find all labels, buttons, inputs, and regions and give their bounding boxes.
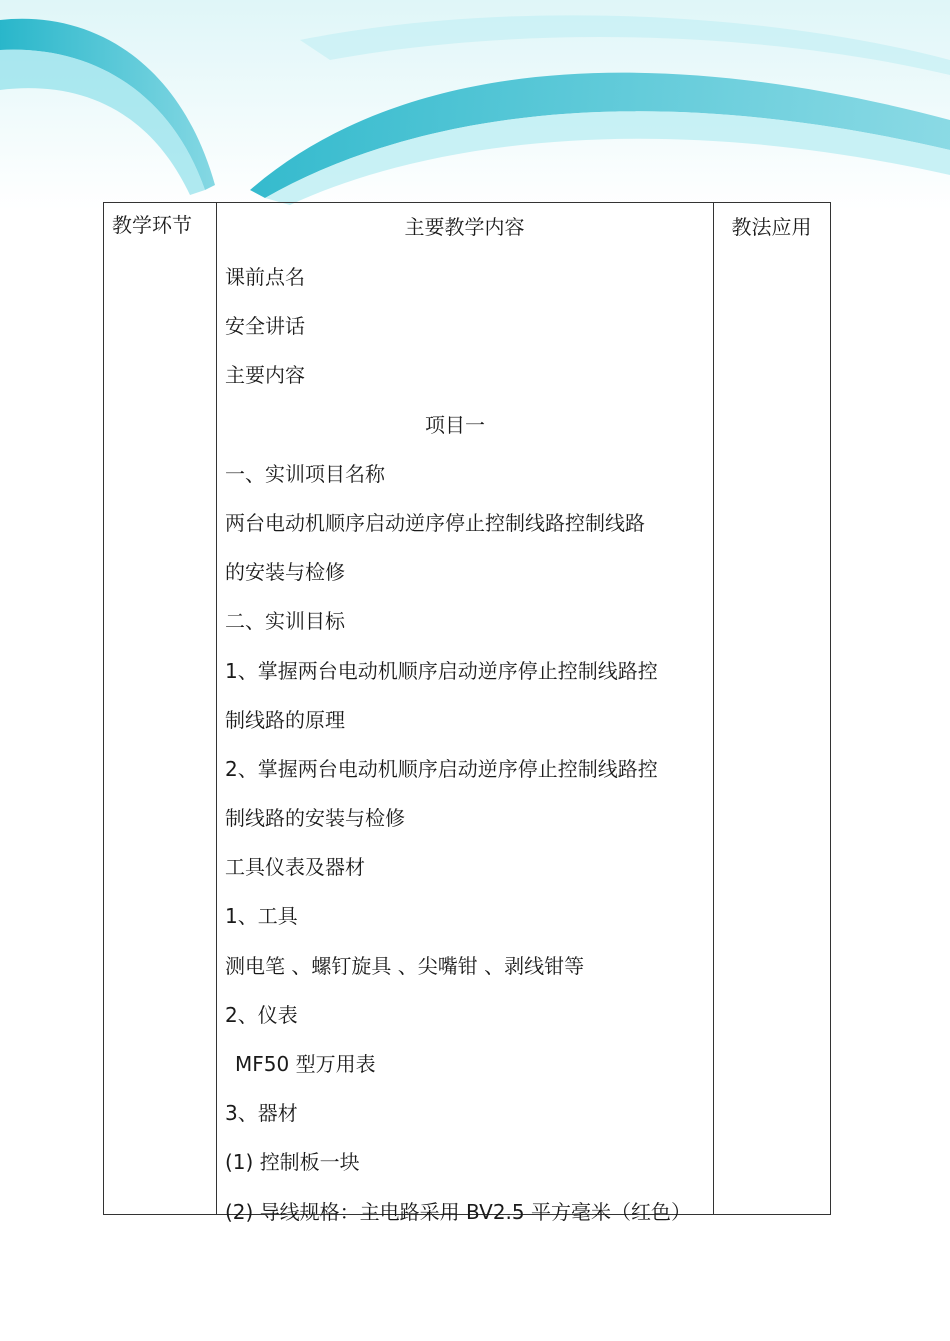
content-line: 1、掌握两台电动机顺序启动逆序停止控制线路控 xyxy=(225,658,658,683)
content-line: 3、器材 xyxy=(225,1101,298,1126)
content-line: (1) 控制板一块 xyxy=(225,1150,360,1175)
content-line: 的安装与检修 xyxy=(225,560,345,585)
content-line: 2、掌握两台电动机顺序启动逆序停止控制线路控 xyxy=(225,756,658,781)
content-line: 1、工具 xyxy=(225,904,298,929)
section-heading: 二、实训目标 xyxy=(225,609,345,634)
header-teaching-method: 教法应用 xyxy=(731,215,812,239)
content-line: MF50 型万用表 xyxy=(235,1052,376,1076)
content-line: (2) 导线规格：主电路采用 BV2.5 平方毫米（红色） xyxy=(225,1199,691,1224)
content-line: 制线路的安装与检修 xyxy=(225,806,405,831)
content-line: 制线路的原理 xyxy=(225,707,345,732)
content-line: 课前点名 xyxy=(225,265,305,289)
column-divider xyxy=(216,203,217,1214)
content-line: 安全讲话 xyxy=(225,314,305,339)
content-line: 2、仪表 xyxy=(225,1002,298,1027)
content-line: 两台电动机顺序启动逆序停止控制线路控制线路 xyxy=(225,510,645,535)
header-teaching-stage: 教学环节 xyxy=(112,213,192,237)
content-line: 测电笔 、螺钉旋具 、尖嘴钳 、剥线钳等 xyxy=(225,953,585,978)
lesson-plan-table xyxy=(103,202,831,1224)
column-divider xyxy=(713,203,714,1214)
project-title: 项目一 xyxy=(425,412,485,437)
main-content-column xyxy=(225,263,705,1247)
section-heading: 一、实训项目名称 xyxy=(225,461,385,486)
header-main-content: 主要教学内容 xyxy=(404,215,525,239)
section-heading: 工具仪表及器材 xyxy=(225,855,365,880)
content-line: 主要内容 xyxy=(225,363,305,388)
decorative-banner xyxy=(0,0,950,210)
